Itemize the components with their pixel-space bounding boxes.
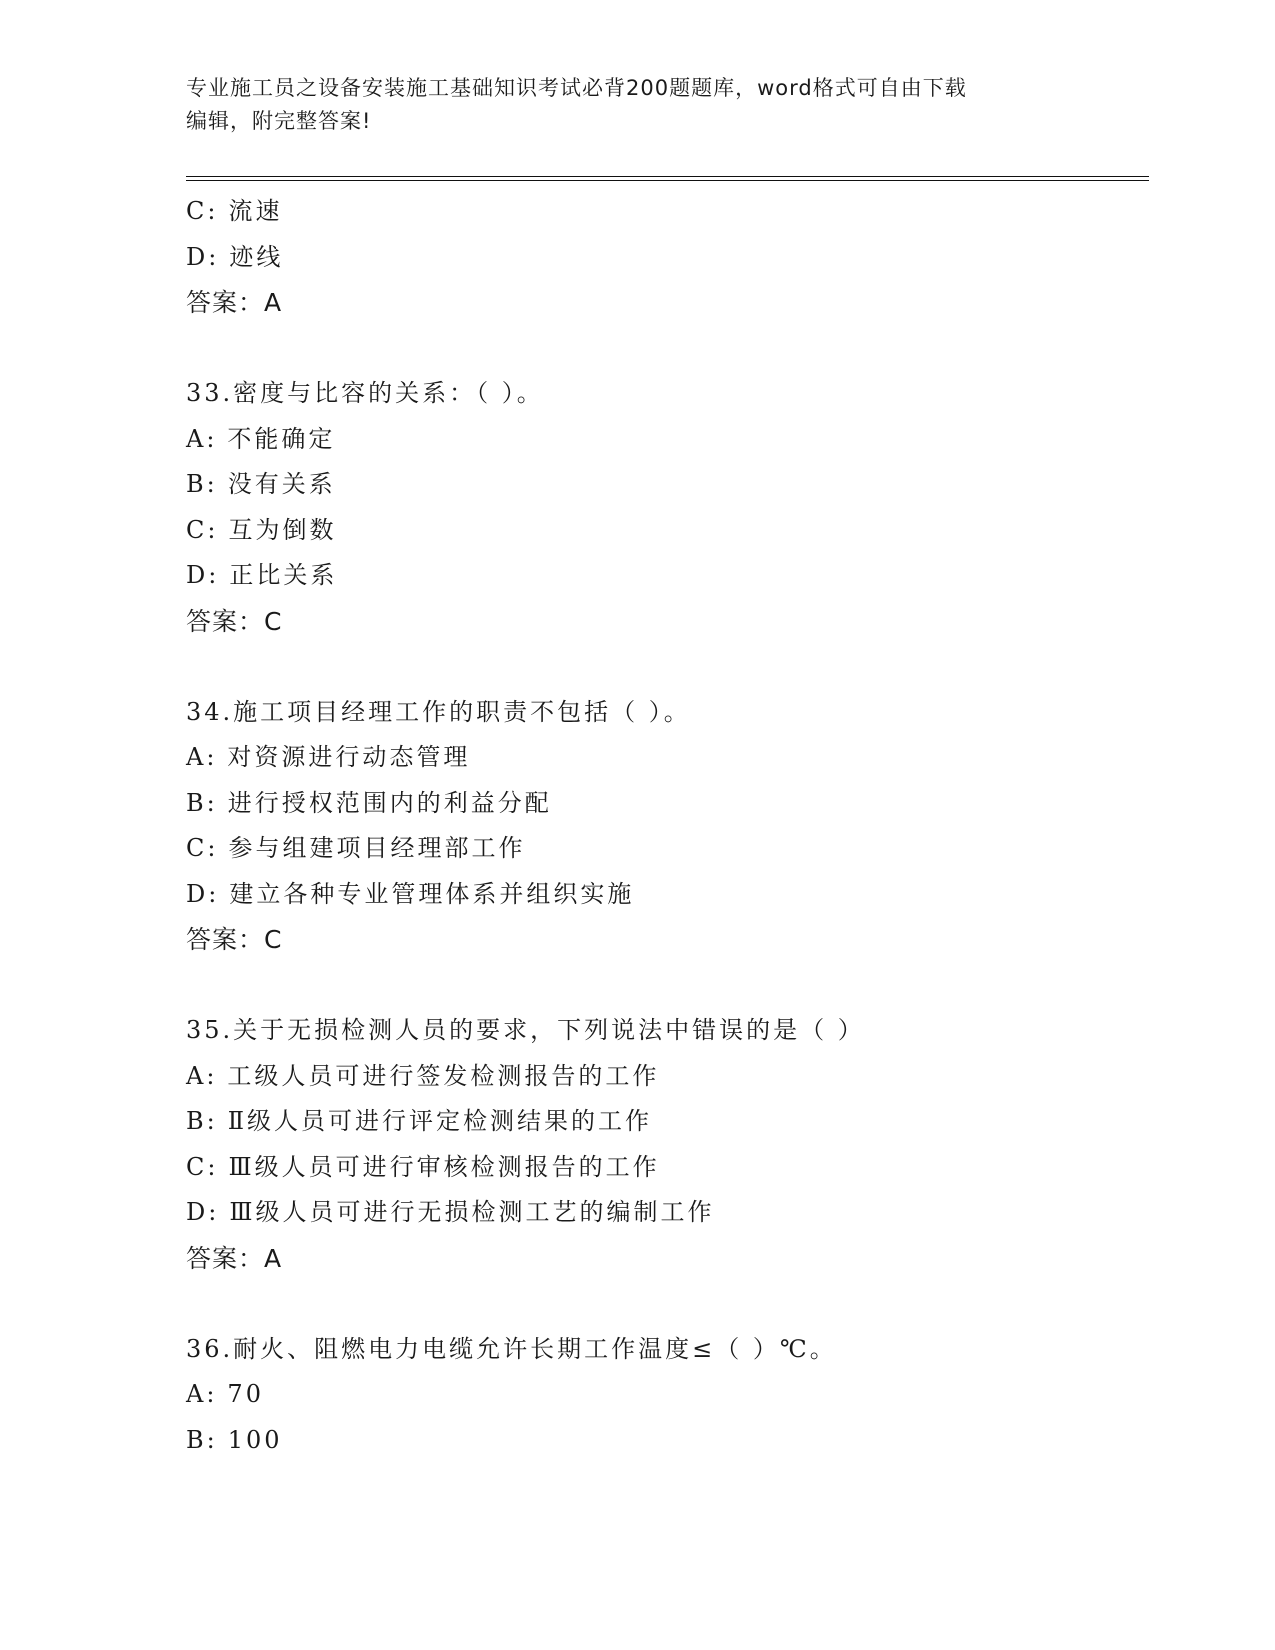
- option-text: Ⅱ级人员可进行评定检测结果的工作: [227, 1107, 653, 1135]
- document-header: [186, 72, 1086, 138]
- option-text: 不能确定: [227, 424, 336, 453]
- question-stem: 36.耐火、阻燃电力电缆允许长期工作温度≤（ ）℃。: [186, 1334, 837, 1363]
- option-label: A:: [186, 1061, 218, 1090]
- option-a: [186, 1054, 1149, 1100]
- question-list: [186, 189, 1149, 1463]
- option-label: A:: [186, 1380, 218, 1408]
- option-b: [186, 462, 1149, 508]
- option-label: D:: [186, 1198, 220, 1226]
- option-c: [186, 508, 1149, 554]
- option-label: C:: [186, 834, 219, 862]
- option-label: C:: [186, 515, 219, 544]
- question-stem: 35.关于无损检测人员的要求，下列说法中错误的是（ ）: [186, 1016, 865, 1044]
- answer: 答案：C: [186, 925, 283, 954]
- header-divider-bottom: [186, 180, 1149, 181]
- option-text: Ⅲ级人员可进行审核检测报告的工作: [228, 1152, 660, 1181]
- option-text: 进行授权范围内的利益分配: [227, 788, 552, 817]
- option-text: 互为倒数: [228, 515, 337, 544]
- option-label: A:: [186, 424, 218, 453]
- option-text: Ⅲ级人员可进行无损检测工艺的编制工作: [229, 1198, 715, 1226]
- answer: 答案：A: [186, 1243, 283, 1273]
- option-d: [186, 553, 1149, 599]
- option-label: D:: [186, 879, 220, 908]
- question-stem: 34.施工项目经理工作的职责不包括（ ）。: [186, 697, 691, 726]
- option-label: B:: [186, 1425, 218, 1454]
- answer: 答案：C: [186, 606, 283, 636]
- option-c: [186, 189, 1149, 235]
- header-line-2: 编辑，附完整答案!: [186, 109, 372, 133]
- option-label: C:: [186, 197, 219, 225]
- option-text: 70: [227, 1380, 264, 1408]
- option-d: [186, 235, 1149, 281]
- option-label: B:: [186, 788, 218, 817]
- option-label: A:: [186, 743, 218, 771]
- option-text: 对资源进行动态管理: [227, 743, 471, 771]
- option-a: [186, 735, 1149, 781]
- question-stem: 33.密度与比容的关系：（ ）。: [186, 379, 544, 407]
- option-text: 流速: [228, 197, 283, 225]
- option-b: [186, 1099, 1149, 1145]
- option-d: [186, 872, 1149, 918]
- option-a: [186, 417, 1149, 463]
- option-c: [186, 1145, 1149, 1191]
- option-label: B:: [186, 1107, 218, 1135]
- option-text: 迹线: [229, 242, 284, 271]
- option-text: 没有关系: [227, 470, 336, 498]
- option-label: D:: [186, 242, 220, 271]
- option-c: [186, 826, 1149, 872]
- option-b: [186, 1418, 1149, 1464]
- option-label: D:: [186, 561, 220, 589]
- option-text: 100: [227, 1425, 283, 1454]
- option-label: C:: [186, 1152, 219, 1181]
- option-label: B:: [186, 470, 218, 498]
- option-b: [186, 781, 1149, 827]
- option-text: 正比关系: [229, 561, 338, 589]
- option-text: 建立各种专业管理体系并组织实施: [229, 879, 635, 908]
- header-line-1: 专业施工员之设备安装施工基础知识考试必背200题题库，word格式可自由下载: [186, 76, 967, 100]
- option-text: 参与组建项目经理部工作: [228, 834, 526, 862]
- header-divider-top: [186, 176, 1149, 177]
- option-a: [186, 1372, 1149, 1418]
- option-text: 工级人员可进行签发检测报告的工作: [227, 1061, 660, 1090]
- option-d: [186, 1190, 1149, 1236]
- answer: 答案：A: [186, 288, 283, 317]
